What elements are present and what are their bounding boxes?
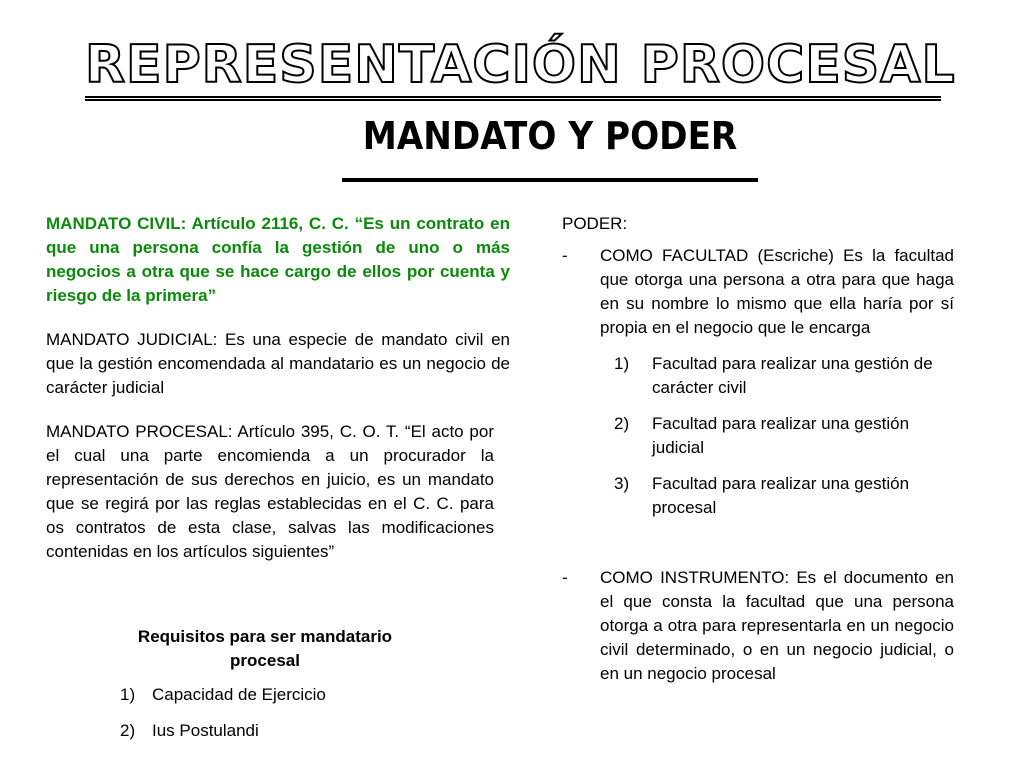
bullet-dash: - (562, 568, 568, 587)
facultad-sub-text: Facultad para realizar una gestión de carácter civil (652, 354, 933, 397)
poder-heading: PODER: (562, 214, 628, 233)
requisito-item (120, 683, 410, 707)
page-title: REPRESENTACIÓN PROCESAL (85, 35, 956, 95)
mandato-procesal-paragraph: MANDATO PROCESAL: Artículo 395, C. O. T. “El acto por el cual una parte encomienda a un procurador la representación de sus derechos en juicio, es un mandato que se regirá por las reglas establecidas en el C. C. para os contratos de esta clase, salvas las modificaciones contenidas en los artículos siguientes” (46, 422, 494, 561)
facultad-text: COMO FACULTAD (Escriche) Es la facultad que otorga una persona a otra para que haga en su nombre lo mismo que ella haría por sí propia en el negocio que le encarga (600, 246, 954, 337)
page-subtitle: MANDATO Y PODER (362, 114, 738, 158)
requisito-text: Ius Postulandi (152, 721, 259, 740)
list-number: 1) (120, 685, 136, 704)
list-number: 3) (614, 474, 630, 493)
subtitle-underline (342, 178, 758, 182)
requisitos-section (120, 625, 410, 755)
requisito-item (120, 719, 410, 743)
facultad-sub-item (562, 472, 954, 520)
list-number: 2) (614, 414, 630, 433)
facultad-sub-item (562, 352, 954, 400)
list-number: 2) (120, 721, 136, 740)
requisito-text: Capacidad de Ejercicio (152, 685, 326, 704)
list-number: 1) (614, 354, 630, 373)
bullet-dash: - (562, 246, 568, 265)
requisitos-title: Requisitos para ser mandatario procesal (137, 627, 393, 670)
poder-facultad-item (562, 244, 954, 340)
instrumento-text: COMO INSTRUMENTO: Es el documento en el que consta la facultad que una persona otorga a otra para representarla en un negocio civil determinado, o en un negocio judicial, o en un negocio procesal (600, 568, 954, 683)
facultad-sub-text: Facultad para realizar una gestión procesal (652, 474, 910, 517)
mandato-civil-paragraph: MANDATO CIVIL: Artículo 2116, C. C. “Es un contrato en que una persona confía la gestión de uno o más negocios a otra que se hace cargo de ellos por cuenta y riesgo de la primera” (46, 214, 510, 305)
mandato-column (46, 212, 510, 584)
facultad-sub-item (562, 412, 954, 460)
facultad-sub-text: Facultad para realizar una gestión judicial (652, 414, 910, 457)
mandato-judicial-paragraph: MANDATO JUDICIAL: Es una especie de mandato civil en que la gestión encomendada al mandatario es un negocio de carácter judicial (46, 330, 510, 397)
poder-column (562, 212, 954, 686)
title-underline (85, 96, 941, 101)
poder-instrumento-item (562, 566, 954, 686)
